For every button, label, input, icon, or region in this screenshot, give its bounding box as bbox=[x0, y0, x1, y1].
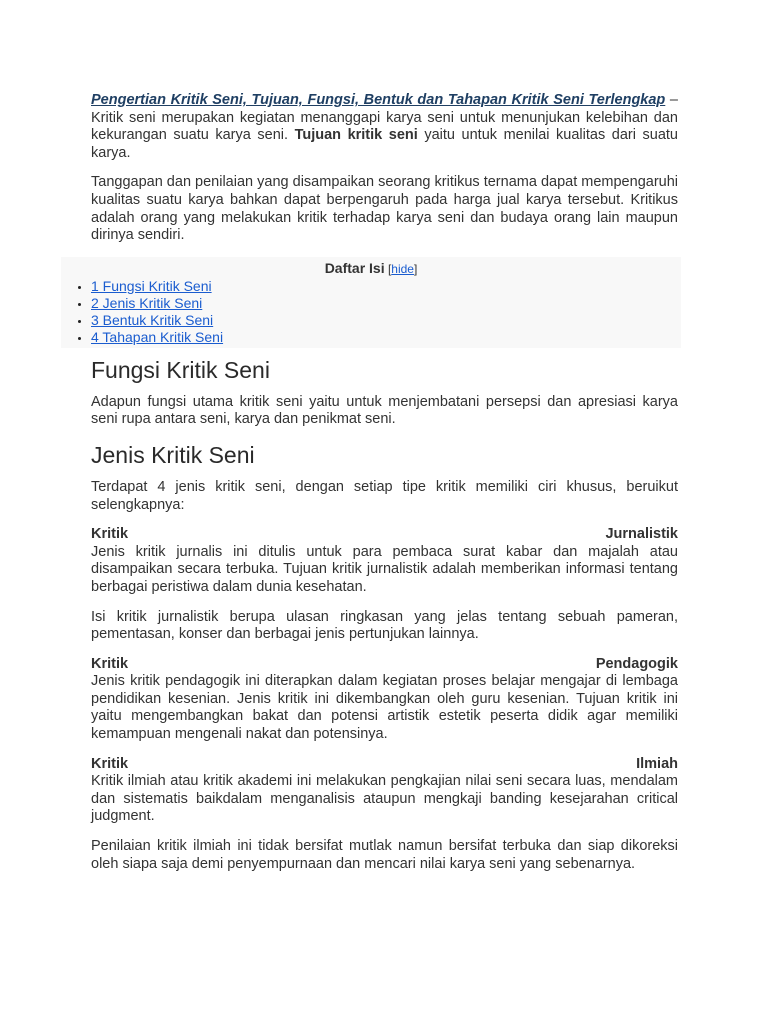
toc-title: Daftar Isi bbox=[324, 259, 385, 276]
term-label-right: Ilmiah bbox=[636, 755, 678, 772]
term-paragraph: Penilaian kritik ilmiah ini tidak bersifat mutlak namun bersifat terbuka dan siap dikoreksi oleh siapa saja demi penyempurnaan dan mencari nilai karya seni yang sebenarnya. bbox=[91, 838, 678, 872]
term-label-left: Kritik bbox=[91, 655, 129, 672]
term-ilmiah bbox=[91, 756, 678, 874]
term-label-left: Kritik bbox=[91, 526, 129, 543]
term-paragraph: Isi kritik jurnalistik berupa ulasan ringkasan yang jelas tentang sebuah pameran, pementasan, konser dan berbagai jenis pertunjukan lainnya. bbox=[91, 608, 678, 643]
toc-link-bentuk[interactable]: 3 Bentuk Kritik Seni bbox=[91, 311, 214, 328]
table-of-contents bbox=[61, 257, 681, 348]
term-label-left: Kritik bbox=[91, 755, 129, 772]
toc-bracket-open: [ bbox=[384, 261, 392, 276]
intro-paragraph bbox=[91, 92, 678, 162]
term-label-right: Pendagogik bbox=[595, 655, 678, 672]
toc-link-tahapan[interactable]: 4 Tahapan Kritik Seni bbox=[91, 328, 224, 345]
article-title-link[interactable]: Pengertian Kritik Seni, Tujuan, Fungsi, Bentuk dan Tahapan Kritik Seni Terlengkap bbox=[91, 92, 666, 108]
fungsi-paragraph: Adapun fungsi utama kritik seni yaitu untuk menjembatani persepsi dan apresiasi karya seni rupa antara seni, karya dan penikmat seni. bbox=[91, 393, 678, 428]
intro-text-2: yaitu untuk menilai kualitas dari suatu karya. bbox=[91, 127, 678, 161]
toc-item bbox=[91, 329, 681, 346]
term-heading bbox=[91, 526, 678, 544]
term-label-right: Jurnalistik bbox=[605, 526, 678, 543]
intro-text-1: – Kritik seni merupakan kegiatan menanggapi karya seni untuk menunjukan kelebihan dan kekurangan suatu karya seni. bbox=[91, 92, 678, 144]
toc-link-jenis[interactable]: 2 Jenis Kritik Seni bbox=[91, 294, 203, 311]
term-heading bbox=[91, 656, 678, 674]
term-paragraph: Jenis kritik pendagogik ini diterapkan dalam kegiatan proses belajar mengajar di lembaga pendidikan kesenian. Jenis kritik ini dikembangkan oleh guru kesenian. Tujuan kritik ini yaitu mengembangkan bakat dan potensi artistik estetik peserta didik agar memiliki kemampuan mengenali nakat dan potensinya. bbox=[91, 673, 678, 743]
term-paragraph: Jenis kritik jurnalis ini ditulis untuk para pembaca surat kabar dan majalah atau disampaikan secara terbuka. Tujuan kritik jurnalistik adalah memberikan informasi tentang berbagai peristiwa dalam dunia kesehatan. bbox=[91, 543, 678, 595]
intro-bold-text: Tujuan kritik seni bbox=[294, 127, 418, 144]
toc-item bbox=[91, 295, 681, 312]
toc-hide-link[interactable]: hide bbox=[391, 261, 414, 276]
toc-item bbox=[91, 278, 681, 295]
jenis-intro-paragraph: Terdapat 4 jenis kritik seni, dengan setiap tipe kritik memiliki ciri khusus, beruikut selengkapnya: bbox=[91, 478, 678, 513]
toc-link-fungsi[interactable]: 1 Fungsi Kritik Seni bbox=[91, 277, 212, 294]
toc-list bbox=[61, 278, 681, 346]
section-heading-fungsi: Fungsi Kritik Seni bbox=[91, 356, 270, 383]
toc-item bbox=[91, 312, 681, 329]
term-heading bbox=[91, 756, 678, 774]
toc-bracket-close: ] bbox=[413, 261, 418, 276]
section-heading-jenis: Jenis Kritik Seni bbox=[91, 441, 255, 468]
term-pendagogik bbox=[91, 656, 678, 744]
article-content bbox=[91, 92, 678, 885]
intro-paragraph-2: Tanggapan dan penilaian yang disampaikan seorang kritikus ternama dapat mempengaruhi kualitas suatu karya bahkan dapat berpengaruh pada harga jual karya tersebut. Kritikus adalah orang yang melakukan kritik terhadap karya seni dan budaya orang lain maupun dirinya sendiri. bbox=[91, 174, 678, 244]
toc-header bbox=[61, 257, 681, 278]
term-jurnalistik bbox=[91, 526, 678, 644]
term-paragraph: Kritik ilmiah atau kritik akademi ini melakukan pengkajian nilai seni secara luas, mendalam dan sistematis baikdalam menganalisis ataupun mengkaji banding kesejarahan critical judgment. bbox=[91, 773, 678, 825]
